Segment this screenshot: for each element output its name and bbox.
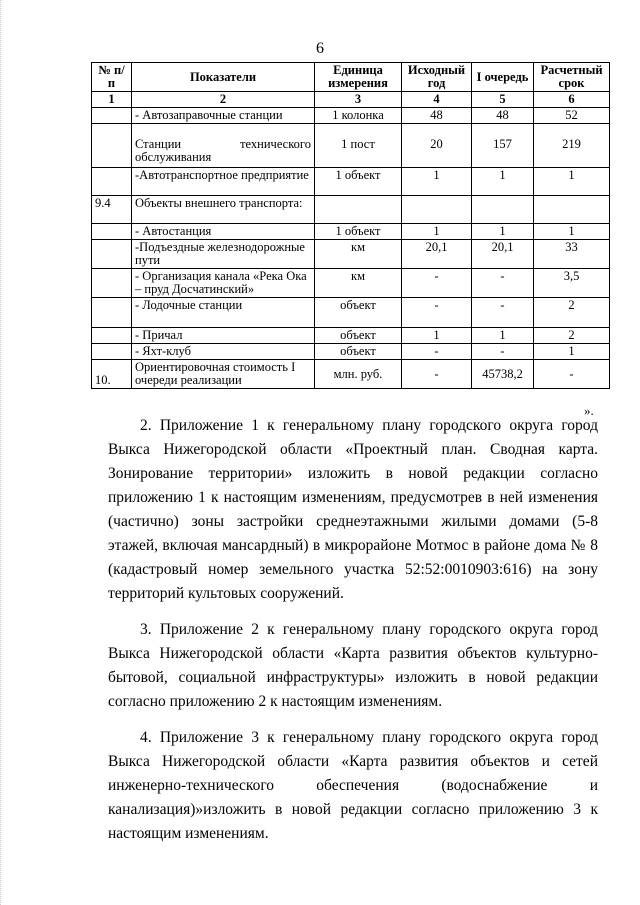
table-row xyxy=(92,360,610,389)
row-calc: 1 xyxy=(534,344,610,360)
row-name: Объекты внешнего транспорта: xyxy=(132,196,315,224)
row-calc: 1 xyxy=(534,224,610,240)
row-first: - xyxy=(472,344,534,360)
header-base-year: Исходный год xyxy=(402,63,472,92)
table-row xyxy=(92,344,610,360)
row-name: - Автозаправочные станции xyxy=(132,108,315,124)
row-base: 20,1 xyxy=(402,240,472,269)
row-num xyxy=(92,108,132,124)
table-row xyxy=(92,240,610,269)
row-unit: 1 объект xyxy=(315,224,402,240)
header-indicator: Показатели xyxy=(132,63,315,92)
row-name: -Автотранспортное предприятие xyxy=(132,168,315,196)
row-first: - xyxy=(472,298,534,328)
row-first: 1 xyxy=(472,328,534,344)
row-name xyxy=(132,124,315,168)
row-base: 20 xyxy=(402,124,472,168)
row-num: 10. xyxy=(92,360,132,389)
column-numbers-row xyxy=(92,92,610,108)
row-num xyxy=(92,344,132,360)
row-num: 9.4 xyxy=(92,196,132,224)
row-base: - xyxy=(402,344,472,360)
col-number: 6 xyxy=(534,92,610,108)
header-row xyxy=(92,63,610,92)
row-base: - xyxy=(402,360,472,389)
row-calc: 2 xyxy=(534,328,610,344)
table-row xyxy=(92,328,610,344)
header-calc-period: Расчетный срок xyxy=(534,63,610,92)
row-base: 1 xyxy=(402,168,472,196)
row-calc: - xyxy=(534,360,610,389)
header-num: № п/п xyxy=(92,63,132,92)
table-row xyxy=(92,269,610,298)
header-first-stage: I очередь xyxy=(472,63,534,92)
row-name: - Причал xyxy=(132,328,315,344)
paragraph-text: 4. Приложение 3 к генеральному плану городского округа город Выкса Нижегородской области «Карта развития объектов и сетей инженерно-технического обеспечения (водоснабжение и канализация)»изложить в новой редакции согласно приложению 3 к настоящим изменениям. xyxy=(108,729,598,842)
row-name: - Яхт-клуб xyxy=(132,344,315,360)
row-unit: объект xyxy=(315,298,402,328)
paragraph-3 xyxy=(108,618,598,714)
row-first: 45738,2 xyxy=(472,360,534,389)
table-row xyxy=(92,108,610,124)
row-first: 1 xyxy=(472,168,534,196)
row-unit: км xyxy=(315,240,402,269)
row-num xyxy=(92,240,132,269)
row-calc: 1 xyxy=(534,168,610,196)
row-unit: км xyxy=(315,269,402,298)
col-number: 4 xyxy=(402,92,472,108)
col-number: 3 xyxy=(315,92,402,108)
row-base xyxy=(402,196,472,224)
closing-quote: ». xyxy=(584,403,594,418)
table-row xyxy=(92,196,610,224)
row-calc: 219 xyxy=(534,124,610,168)
row-base: 48 xyxy=(402,108,472,124)
row-base: 1 xyxy=(402,328,472,344)
paragraph-text: 2. Приложение 1 к генеральному плану городского округа город Выкса Нижегородской области «Проектный план. Сводная карта. Зонирование территории» изложить в новой редакции согласно приложению 1 к настоящим изменениям, предусмотрев в ней изменения (частично) зоны застройки среднеэтажными жилыми домами (5-8 этажей, включая мансардный) в микрорайоне Мотмос в районе дома № 8 (кадастровый номер земельного участка 52:52:0010903:616) на зону территорий культовых сооружений. xyxy=(108,417,598,602)
row-unit: 1 пост xyxy=(315,124,402,168)
row-num xyxy=(92,328,132,344)
row-unit xyxy=(315,196,402,224)
row-num xyxy=(92,224,132,240)
table-row xyxy=(92,298,610,328)
row-calc: 3,5 xyxy=(534,269,610,298)
row-first: 48 xyxy=(472,108,534,124)
paragraph-2 xyxy=(108,414,598,606)
col-number: 5 xyxy=(472,92,534,108)
page-edge xyxy=(0,0,2,905)
row-calc: 52 xyxy=(534,108,610,124)
row-calc xyxy=(534,196,610,224)
row-unit: млн. руб. xyxy=(315,360,402,389)
row-base: - xyxy=(402,298,472,328)
col-number: 1 xyxy=(92,92,132,108)
row-name: Ориентировочная стоимость I очереди реализации xyxy=(132,360,315,389)
table-row xyxy=(92,124,610,168)
indicators-table xyxy=(91,62,610,389)
row-first: 1 xyxy=(472,224,534,240)
row-name: - Автостанция xyxy=(132,224,315,240)
row-num xyxy=(92,168,132,196)
row-base: - xyxy=(402,269,472,298)
table-row xyxy=(92,224,610,240)
row-first: 20,1 xyxy=(472,240,534,269)
row-unit: 1 колонка xyxy=(315,108,402,124)
row-base: 1 xyxy=(402,224,472,240)
row-name: -Подъездные железнодорожные пути xyxy=(132,240,315,269)
row-first xyxy=(472,196,534,224)
table-row xyxy=(92,168,610,196)
row-unit: 1 объект xyxy=(315,168,402,196)
row-num xyxy=(92,298,132,328)
row-first: 157 xyxy=(472,124,534,168)
row-first: - xyxy=(472,269,534,298)
row-num xyxy=(92,124,132,168)
row-calc: 2 xyxy=(534,298,610,328)
row-name: - Лодочные станции xyxy=(132,298,315,328)
row-unit: объект xyxy=(315,344,402,360)
row-name: - Организация канала «Река Ока – пруд Досчатинский» xyxy=(132,269,315,298)
row-unit: объект xyxy=(315,328,402,344)
header-unit: Единица измерения xyxy=(315,63,402,92)
row-num xyxy=(92,269,132,298)
col-number: 2 xyxy=(132,92,315,108)
page-number: 6 xyxy=(316,40,324,57)
row-name-text: Станции технического обслуживания xyxy=(135,137,311,164)
paragraph-4 xyxy=(108,726,598,846)
paragraph-text: 3. Приложение 2 к генеральному плану городского округа город Выкса Нижегородской области «Карта развития объектов культурно-бытовой, социальной инфраструктуры» изложить в новой редакции согласно приложению 2 к настоящим изменениям. xyxy=(108,621,598,710)
row-calc: 33 xyxy=(534,240,610,269)
